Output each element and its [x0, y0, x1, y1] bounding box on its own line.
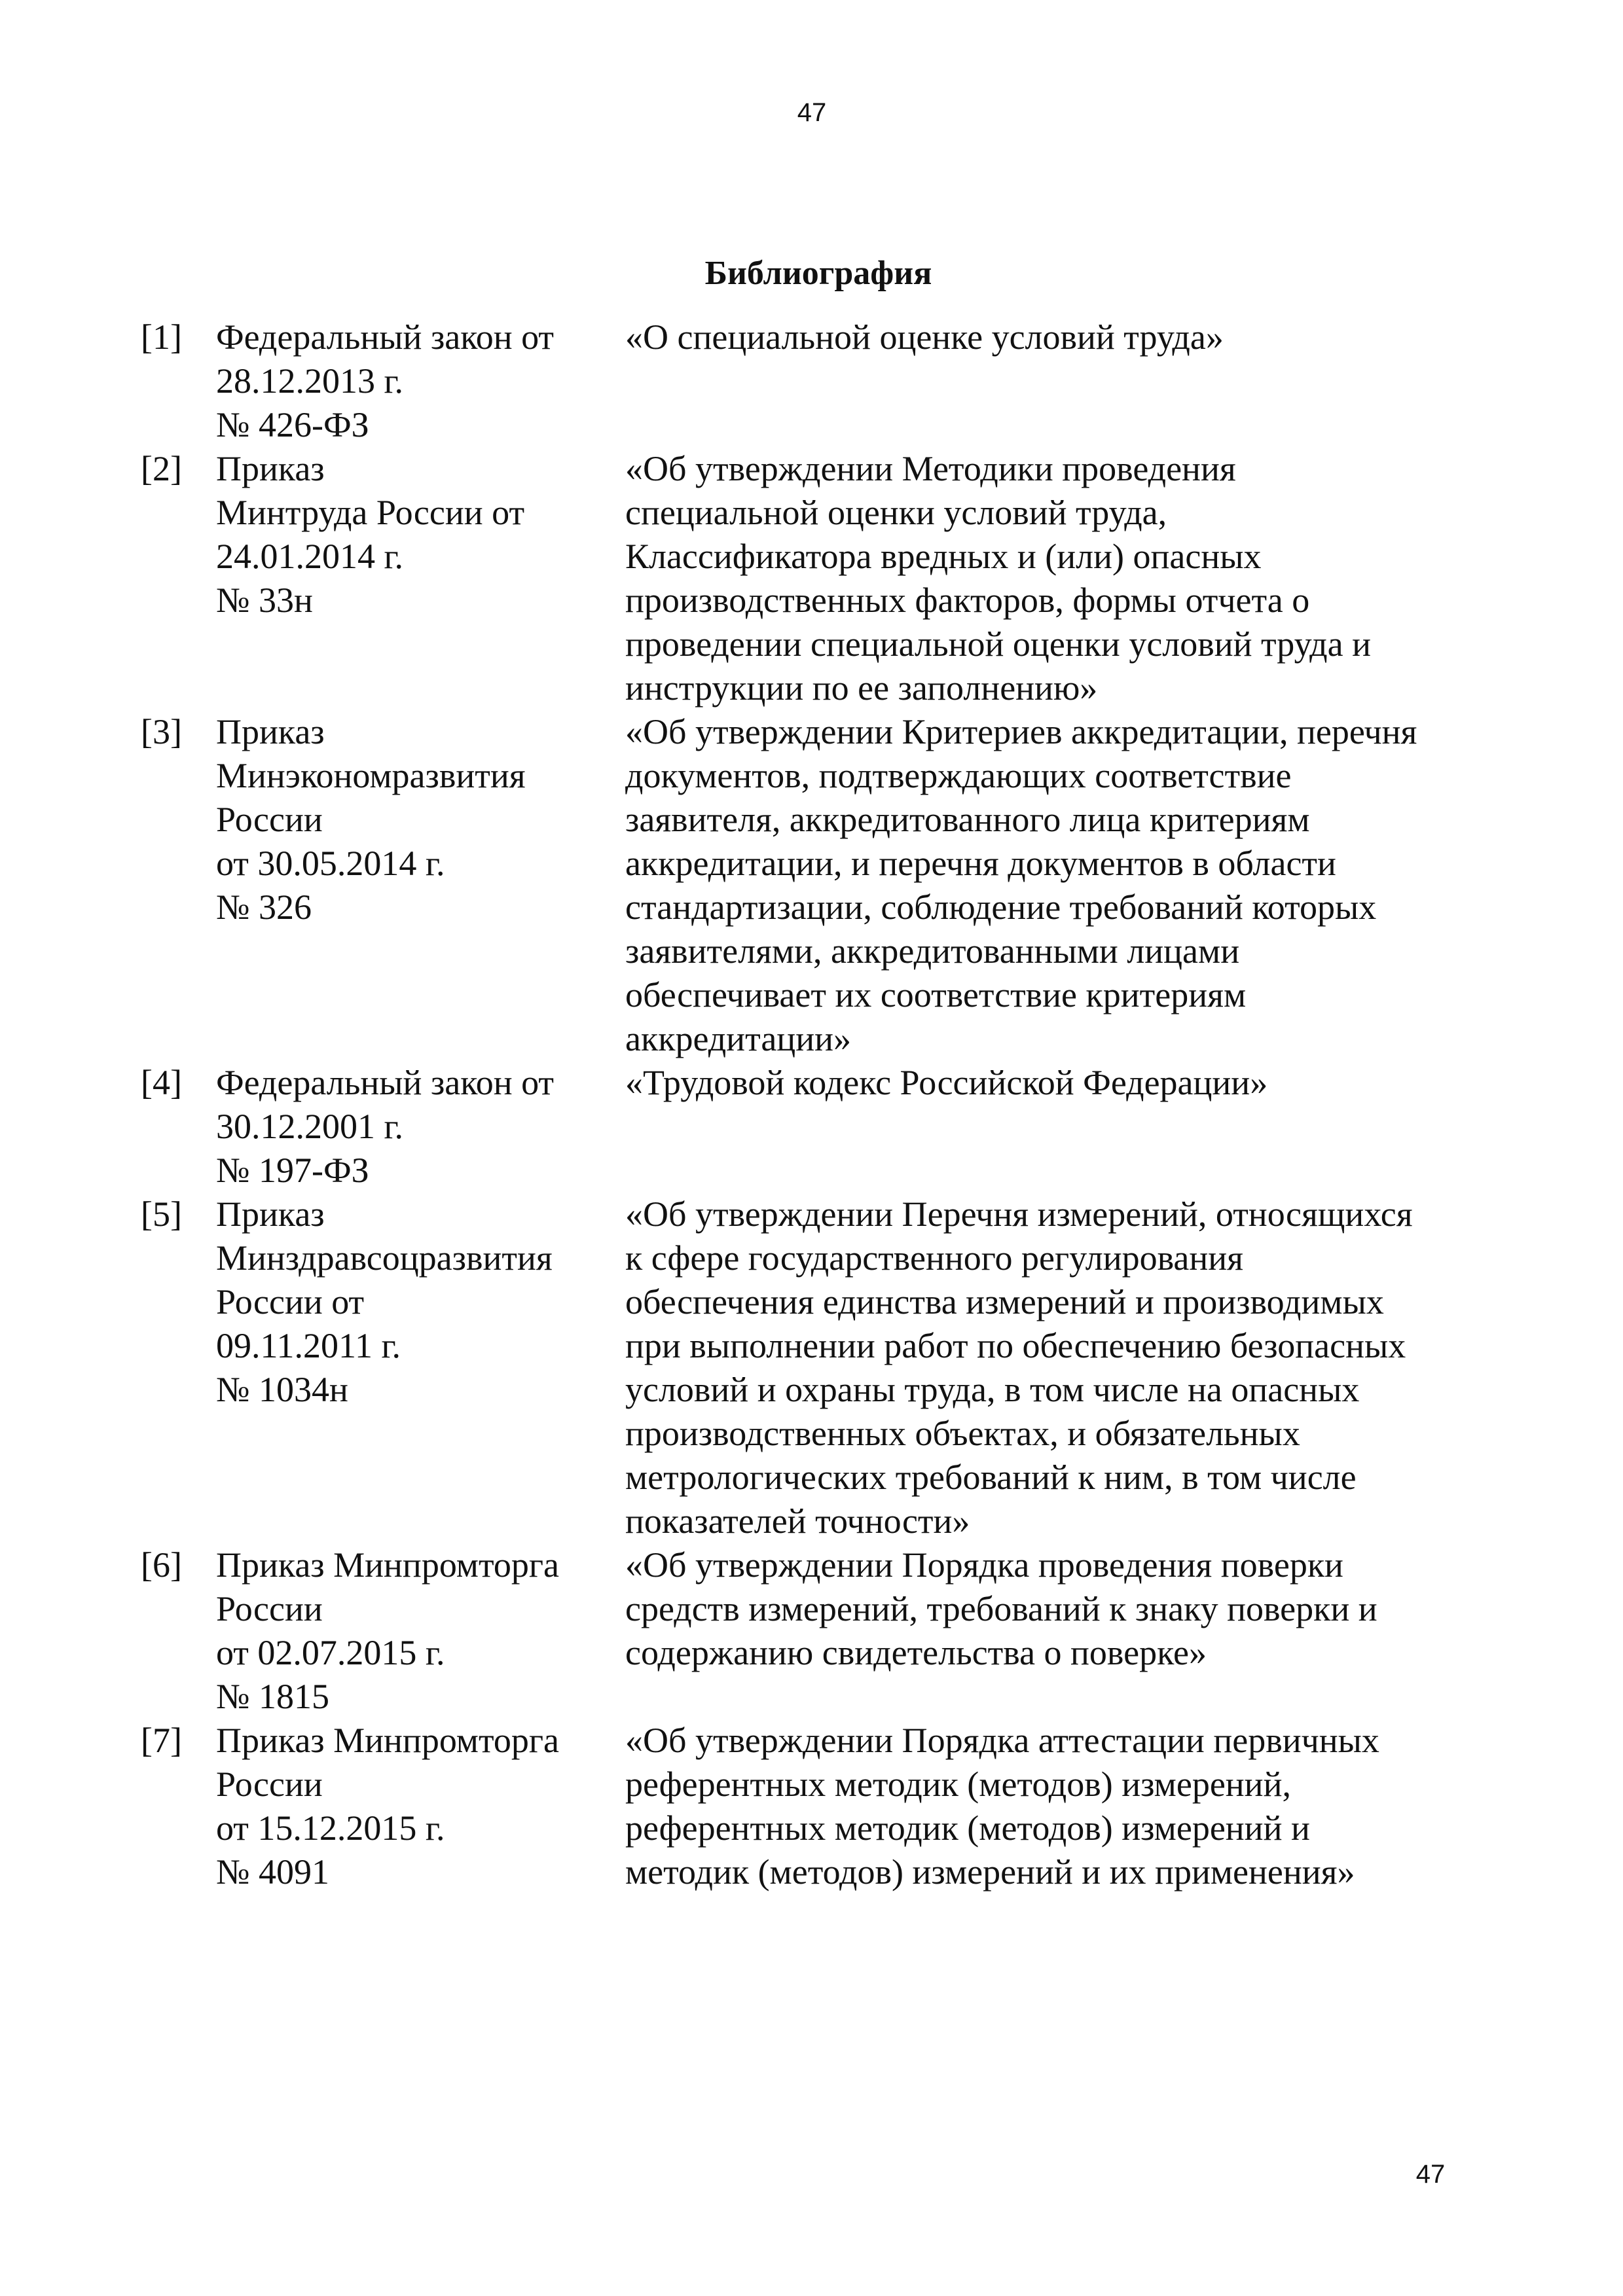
title-line: заявителя, аккредитованного лица критериям	[625, 800, 1310, 839]
title-line: Классификатора вредных и (или) опасных	[625, 537, 1262, 576]
bibliography-entry	[141, 1193, 1516, 1543]
document-line: № 426-ФЗ	[216, 405, 369, 444]
document-line: № 33н	[216, 581, 313, 620]
document-line: Федеральный закон от	[216, 1063, 555, 1102]
title-line: при выполнении работ по обеспечению безопасных	[625, 1326, 1406, 1365]
title-line: содержанию свидетельства о поверке»	[625, 1633, 1207, 1672]
document-line: № 1815	[216, 1677, 330, 1716]
document-line: России	[216, 800, 323, 839]
document-line: № 4091	[216, 1852, 330, 1892]
title-line: заявителями, аккредитованными лицами	[625, 931, 1240, 971]
title-line: «О специальной оценке условий труда»	[625, 317, 1224, 357]
entry-document	[216, 1719, 625, 1894]
title-line: референтных методик (методов) измерений,	[625, 1765, 1291, 1804]
title-line: «Об утверждении Порядка аттестации первичных	[625, 1721, 1379, 1760]
document-line: № 197-ФЗ	[216, 1151, 369, 1190]
page-number-bottom: 47	[1415, 2160, 1446, 2189]
title-line: методик (методов) измерений и их применения»	[625, 1852, 1355, 1892]
entry-number: [2]	[141, 449, 182, 488]
entry-title	[625, 1193, 1516, 1543]
title-line: документов, подтверждающих соответствие	[625, 756, 1292, 795]
page-number-top: 47	[797, 98, 827, 127]
entry-number: [1]	[141, 317, 182, 357]
document-line: 09.11.2011 г.	[216, 1326, 401, 1365]
entry-title	[625, 1543, 1516, 1675]
entry-document	[216, 1543, 625, 1719]
document-line: от 30.05.2014 г.	[216, 844, 445, 883]
document-line: Федеральный закон от	[216, 317, 555, 357]
entry-document	[216, 710, 625, 929]
title-line: показателей точности»	[625, 1501, 970, 1541]
document-line: Приказ Минпромторга	[216, 1545, 559, 1585]
entry-number: [5]	[141, 1194, 182, 1234]
document-line: России	[216, 1589, 323, 1628]
document-line: 24.01.2014 г.	[216, 537, 404, 576]
title-line: условий и охраны труда, в том числе на опасных	[625, 1370, 1360, 1409]
title-line: средств измерений, требований к знаку поверки и	[625, 1589, 1377, 1628]
title-line: стандартизации, соблюдение требований которых	[625, 888, 1377, 927]
bibliography-entry	[141, 315, 1516, 447]
document-line: от 02.07.2015 г.	[216, 1633, 445, 1672]
title-line: референтных методик (методов) измерений и	[625, 1808, 1310, 1848]
entry-number: [7]	[141, 1721, 182, 1760]
entry-document	[216, 447, 625, 622]
title-line: «Об утверждении Методики проведения	[625, 449, 1236, 488]
entry-title	[625, 710, 1516, 1061]
document-line: России от	[216, 1282, 365, 1321]
document-line: № 326	[216, 888, 312, 927]
entry-document	[216, 1061, 625, 1193]
document-line: Приказ	[216, 712, 325, 751]
entry-document	[216, 1193, 625, 1412]
entry-title	[625, 447, 1516, 710]
entry-number: [4]	[141, 1063, 182, 1102]
entry-number: [3]	[141, 712, 182, 751]
document-line: 28.12.2013 г.	[216, 361, 404, 401]
entry-title	[625, 1719, 1516, 1894]
bibliography-entry	[141, 1543, 1516, 1719]
document-line: Приказ	[216, 449, 325, 488]
title-line: к сфере государственного регулирования	[625, 1238, 1244, 1278]
title-line: обеспечивает их соответствие критериям	[625, 975, 1247, 1014]
document-line: Минэкономразвития	[216, 756, 526, 795]
page-title: Библиография	[704, 255, 932, 292]
bibliography-entry	[141, 447, 1516, 710]
document-line: Приказ	[216, 1194, 325, 1234]
title-line: аккредитации, и перечня документов в области	[625, 844, 1336, 883]
title-line: «Об утверждении Порядка проведения поверки	[625, 1545, 1343, 1585]
title-line: «Трудовой кодекс Российской Федерации»	[625, 1063, 1268, 1102]
title-line: производственных факторов, формы отчета о	[625, 581, 1310, 620]
title-line: производственных объектах, и обязательных	[625, 1414, 1300, 1453]
document-line: России	[216, 1765, 323, 1804]
entry-title	[625, 315, 1516, 359]
document-line: Минтруда России от	[216, 493, 525, 532]
entry-document	[216, 315, 625, 447]
entry-number: [6]	[141, 1545, 182, 1585]
document-line: Минздравсоцразвития	[216, 1238, 553, 1278]
document-line: Приказ Минпромторга	[216, 1721, 559, 1760]
title-line: метрологических требований к ним, в том числе	[625, 1458, 1357, 1497]
title-line: проведении специальной оценки условий труда и	[625, 624, 1372, 664]
title-line: инструкции по ее заполнению»	[625, 668, 1098, 708]
document-line: 30.12.2001 г.	[216, 1107, 404, 1146]
bibliography-entry	[141, 1719, 1516, 1894]
entry-title	[625, 1061, 1516, 1105]
bibliography-entry	[141, 1061, 1516, 1193]
title-line: специальной оценки условий труда,	[625, 493, 1167, 532]
title-line: обеспечения единства измерений и производимых	[625, 1282, 1384, 1321]
document-line: от 15.12.2015 г.	[216, 1808, 445, 1848]
title-line: «Об утверждении Перечня измерений, относящихся	[625, 1194, 1413, 1234]
title-line: «Об утверждении Критериев аккредитации, перечня	[625, 712, 1417, 751]
title-line: аккредитации»	[625, 1019, 851, 1058]
bibliography-list	[141, 315, 1516, 1894]
bibliography-entry	[141, 710, 1516, 1061]
document-line: № 1034н	[216, 1370, 348, 1409]
